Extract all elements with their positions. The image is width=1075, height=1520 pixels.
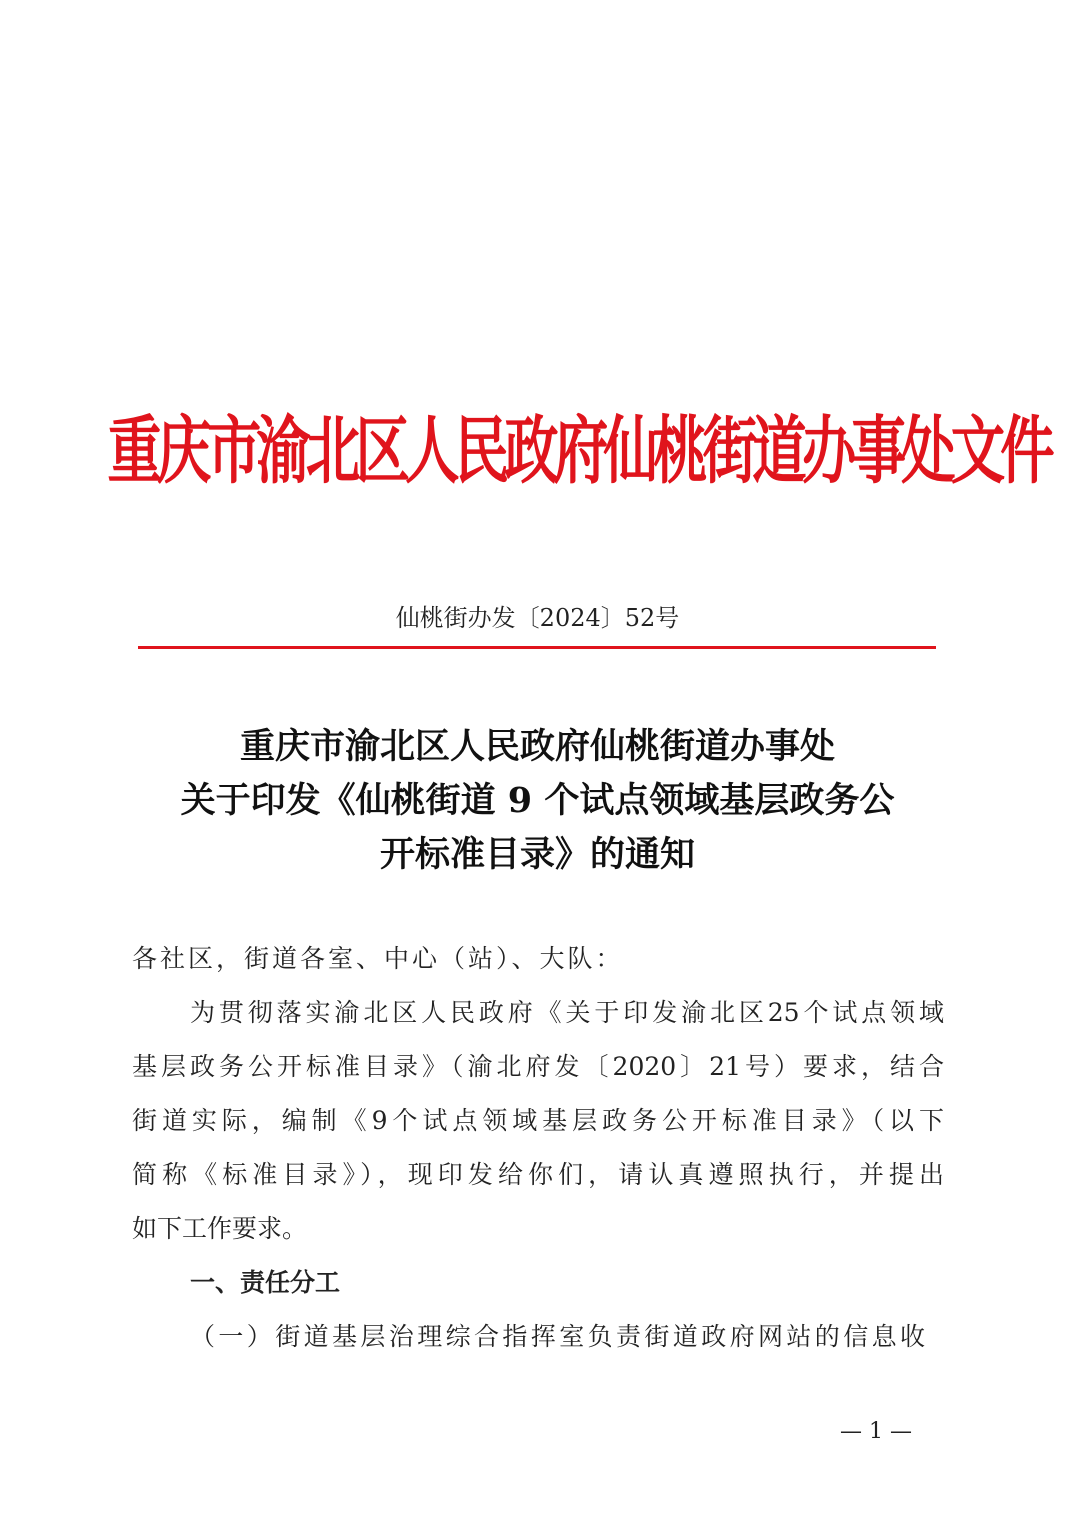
- document-body: [132, 932, 944, 1364]
- paragraph-1-line-3: 街道实际，编制《9个试点领域基层政务公开标准目录》（以下: [132, 1106, 944, 1135]
- paragraph-1-line-1: 为贯彻落实渝北区人民政府《关于印发渝北区25个试点领域: [190, 998, 944, 1027]
- title-line-1: 重庆市渝北区人民政府仙桃街道办事处: [239, 726, 835, 767]
- issuer-title: 重庆市渝北区人民政府仙桃街道办事处文件: [107, 408, 1050, 495]
- title-line-3: 开标准目录》的通知: [379, 834, 695, 875]
- page-number: — 1 —: [840, 1419, 912, 1444]
- section-heading-responsibilities: 一、责任分工: [190, 1268, 341, 1297]
- title-line-2: 关于印发《仙桃街道 9 个试点领域基层政务公: [180, 780, 895, 821]
- paragraph-1-line-5: 如下工作要求。: [132, 1214, 308, 1243]
- paragraph-1: [132, 986, 944, 1256]
- paragraph-1-line-2: 基层政务公开标准目录》（渝北府发〔2020〕21号）要求，结合: [132, 1052, 944, 1081]
- section-1-item-1: （一）街道基层治理综合指挥室负责街道政府网站的信息收: [190, 1322, 929, 1351]
- red-divider-rule: [138, 646, 936, 649]
- paragraph-1-line-4: 简称《标准目录》），现印发给你们，请认真遵照执行，并提出: [132, 1160, 944, 1189]
- document-number: 仙桃街办发〔2024〕52号: [395, 604, 680, 632]
- salutation: 各社区，街道各室、中心（站）、大队：: [132, 944, 624, 973]
- notice-title: [110, 720, 965, 882]
